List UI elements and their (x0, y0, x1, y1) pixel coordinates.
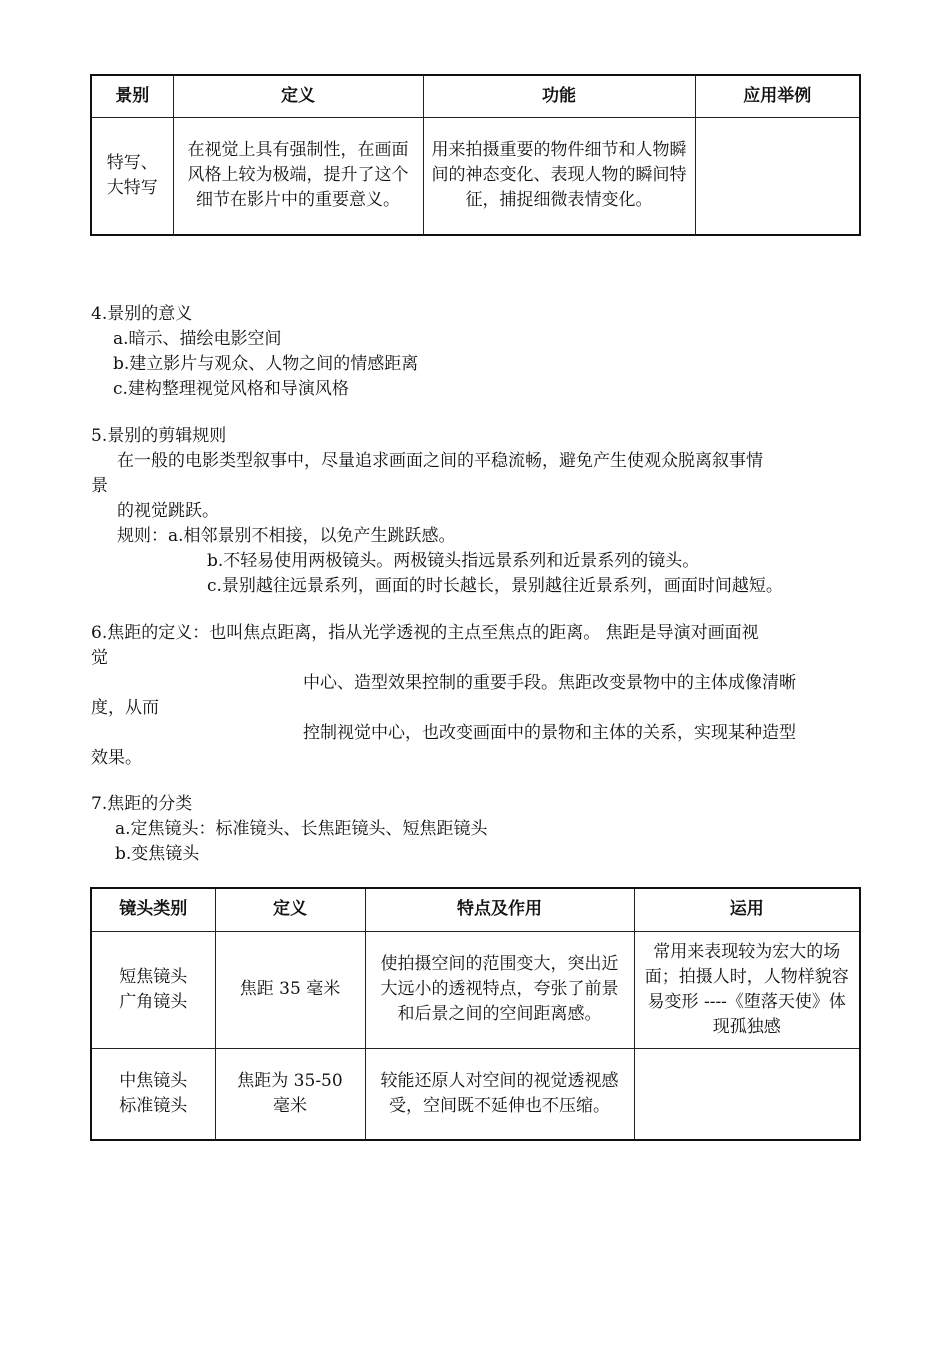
section6-line2: 觉 (91, 648, 108, 668)
section4-item-c: c.建构整理视觉风格和导演风格 (113, 379, 349, 399)
table1-cell-scale: 特写、 大特写 (91, 117, 173, 235)
section5-paragraph-wrap: 景 (91, 476, 108, 496)
section4-title: 4.景别的意义 (91, 304, 193, 324)
table2-row1-features: 使拍摄空间的范围变大，突出近大远小的透视特点，夸张了前景和后景之间的空间距离感。 (365, 931, 634, 1048)
section4-item-a: a.暗示、描绘电影空间 (113, 329, 282, 349)
table2-header-lens-type: 镜头类别 (91, 888, 215, 931)
section6-line3: 中心、造型效果控制的重要手段。焦距改变景物中的主体成像清晰 (303, 673, 796, 693)
table2-row2-lens-type: 中焦镜头 标准镜头 (91, 1048, 215, 1140)
table2-header-features: 特点及作用 (365, 888, 634, 931)
section4-item-b: b.建立影片与观众、人物之间的情感距离 (113, 354, 419, 374)
section5-rule-b: b.不轻易使用两极镜头。两极镜头指远景系列和近景系列的镜头。 (207, 551, 700, 571)
table1-cell-example (695, 117, 860, 235)
section6-line5: 控制视觉中心，也改变画面中的景物和主体的关系，实现某种造型 (303, 723, 796, 743)
table1-header-definition: 定义 (173, 75, 423, 117)
table2-row1-definition: 焦距 35 毫米 (215, 931, 365, 1048)
table2-header-usage: 运用 (634, 888, 860, 931)
table2-row1-usage: 常用来表现较为宏大的场面；拍摄人时，人物样貌容易变形 ----《堕落天使》体现孤独感 (634, 931, 860, 1048)
section6-line4: 度，从而 (91, 698, 159, 718)
section6-line1: 6.焦距的定义：也叫焦点距离，指从光学透视的主点至焦点的距离。 焦距是导演对画面视 (91, 623, 759, 643)
section6-line6: 效果。 (91, 748, 142, 768)
table2-header-definition: 定义 (215, 888, 365, 931)
table1-header-function: 功能 (423, 75, 695, 117)
section5-rule-c: c.景别越往远景系列，画面的时长越长，景别越往近景系列，画面时间越短。 (207, 576, 783, 596)
shot-scale-table (90, 74, 861, 236)
table1-header-example: 应用举例 (695, 75, 860, 117)
section5-title: 5.景别的剪辑规则 (91, 426, 227, 446)
section7-item-a: a.定焦镜头：标准镜头、长焦距镜头、短焦距镜头 (115, 819, 488, 839)
section5-paragraph-line2: 的视觉跳跃。 (117, 501, 219, 521)
table1-cell-definition: 在视觉上具有强制性，在画面风格上较为极端，提升了这个细节在影片中的重要意义。 (173, 117, 423, 235)
table2-row2-definition: 焦距为 35-50 毫米 (215, 1048, 365, 1140)
table2-row2-features: 较能还原人对空间的视觉透视感受，空间既不延伸也不压缩。 (365, 1048, 634, 1140)
section7-title: 7.焦距的分类 (91, 794, 193, 814)
section7-item-b: b.变焦镜头 (115, 844, 200, 864)
section5-paragraph-line1: 在一般的电影类型叙事中，尽量追求画面之间的平稳流畅，避免产生使观众脱离叙事情 (117, 451, 763, 471)
table1-cell-function: 用来拍摄重要的物件细节和人物瞬间的神态变化、表现人物的瞬间特征，捕捉细微表情变化。 (423, 117, 695, 235)
table2-row1-lens-type: 短焦镜头 广角镜头 (91, 931, 215, 1048)
table2-row2-usage (634, 1048, 860, 1140)
section5-rule-a: 规则：a.相邻景别不相接，以免产生跳跃感。 (117, 526, 456, 546)
table1-header-scale: 景别 (91, 75, 173, 117)
lens-type-table (90, 887, 861, 1141)
